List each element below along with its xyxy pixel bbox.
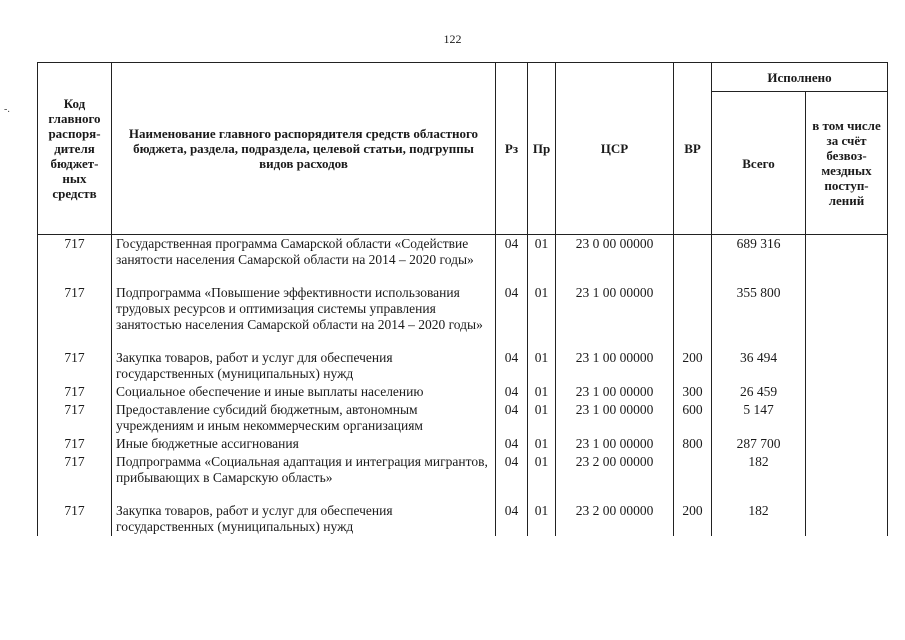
row-rz: 04 [496,435,528,453]
scan-mark: -. [4,104,10,115]
row-code: 717 [38,502,112,536]
row-total: 689 316 [712,235,806,285]
row-csr: 23 1 00 00000 [556,349,674,383]
row-csr: 23 1 00 00000 [556,401,674,435]
row-pr: 01 [528,453,556,502]
row-code: 717 [38,349,112,383]
row-gratuitous [806,453,888,502]
row-total: 26 459 [712,383,806,401]
header-executed: Исполнено [712,63,888,92]
row-gratuitous [806,383,888,401]
row-csr: 23 2 00 00000 [556,453,674,502]
row-rz: 04 [496,453,528,502]
row-pr: 01 [528,401,556,435]
budget-execution-table [37,62,888,536]
row-code: 717 [38,401,112,435]
row-gratuitous [806,401,888,435]
row-pr: 01 [528,435,556,453]
row-total: 287 700 [712,435,806,453]
row-rz: 04 [496,502,528,536]
row-rz: 04 [496,383,528,401]
row-gratuitous [806,435,888,453]
table-row [38,284,888,349]
row-pr: 01 [528,349,556,383]
header-total: Всего [712,92,806,235]
row-total: 182 [712,502,806,536]
row-vr: 600 [674,401,712,435]
row-gratuitous [806,284,888,349]
row-csr: 23 1 00 00000 [556,284,674,349]
row-name: Иные бюджетные ассигнования [112,435,496,453]
row-name: Закупка товаров, работ и услуг для обеспечения государственных (муниципальных) нужд [112,349,496,383]
header-pr: Пр [528,63,556,235]
row-pr: 01 [528,383,556,401]
row-name: Закупка товаров, работ и услуг для обеспечения государственных (муниципальных) нужд [112,502,496,536]
row-vr: 800 [674,435,712,453]
row-vr: 300 [674,383,712,401]
row-rz: 04 [496,235,528,285]
page-number: 122 [443,32,462,46]
row-pr: 01 [528,502,556,536]
table-row [38,401,888,435]
row-vr [674,235,712,285]
table-row [38,453,888,502]
row-rz: 04 [496,401,528,435]
header-rz: Рз [496,63,528,235]
row-gratuitous [806,502,888,536]
row-code: 717 [38,383,112,401]
row-total: 182 [712,453,806,502]
row-code: 717 [38,453,112,502]
row-gratuitous [806,235,888,285]
row-total: 36 494 [712,349,806,383]
header-csr: ЦСР [556,63,674,235]
row-csr: 23 2 00 00000 [556,502,674,536]
row-name: Социальное обеспечение и иные выплаты населению [112,383,496,401]
row-code: 717 [38,235,112,285]
row-code: 717 [38,435,112,453]
row-name: Государственная программа Самарской области «Содействие занятости населения Самарской области на 2014 – 2020 годы» [112,235,496,285]
row-pr: 01 [528,284,556,349]
table-row [38,383,888,401]
table-row [38,502,888,536]
row-csr: 23 1 00 00000 [556,383,674,401]
row-name: Подпрограмма «Социальная адаптация и интеграция мигрантов, прибывающих в Самарскую область» [112,453,496,502]
header-vr: ВР [674,63,712,235]
table-row [38,349,888,383]
header-gratuitous: в том числе за счёт безвоз-мездных поступ-лений [806,92,888,235]
header-code: Код главного распоря-дителя бюджет-ных средств [38,63,112,235]
row-rz: 04 [496,284,528,349]
row-name: Предоставление субсидий бюджетным, автономным учреждениям и иным некоммерческим организациям [112,401,496,435]
row-csr: 23 0 00 00000 [556,235,674,285]
row-total: 5 147 [712,401,806,435]
header-name: Наименование главного распорядителя средств областного бюджета, раздела, подраздела, целевой статьи, подгруппы видов расходов [112,63,496,235]
row-csr: 23 1 00 00000 [556,435,674,453]
row-gratuitous [806,349,888,383]
row-pr: 01 [528,235,556,285]
row-vr: 200 [674,502,712,536]
row-name: Подпрограмма «Повышение эффективности использования трудовых ресурсов и оптимизация системы управления занятостью населения Самарской области на 2014 – 2020 годы» [112,284,496,349]
row-vr [674,284,712,349]
row-vr: 200 [674,349,712,383]
table-row [38,235,888,285]
row-vr [674,453,712,502]
row-rz: 04 [496,349,528,383]
row-code: 717 [38,284,112,349]
table-row [38,435,888,453]
row-total: 355 800 [712,284,806,349]
